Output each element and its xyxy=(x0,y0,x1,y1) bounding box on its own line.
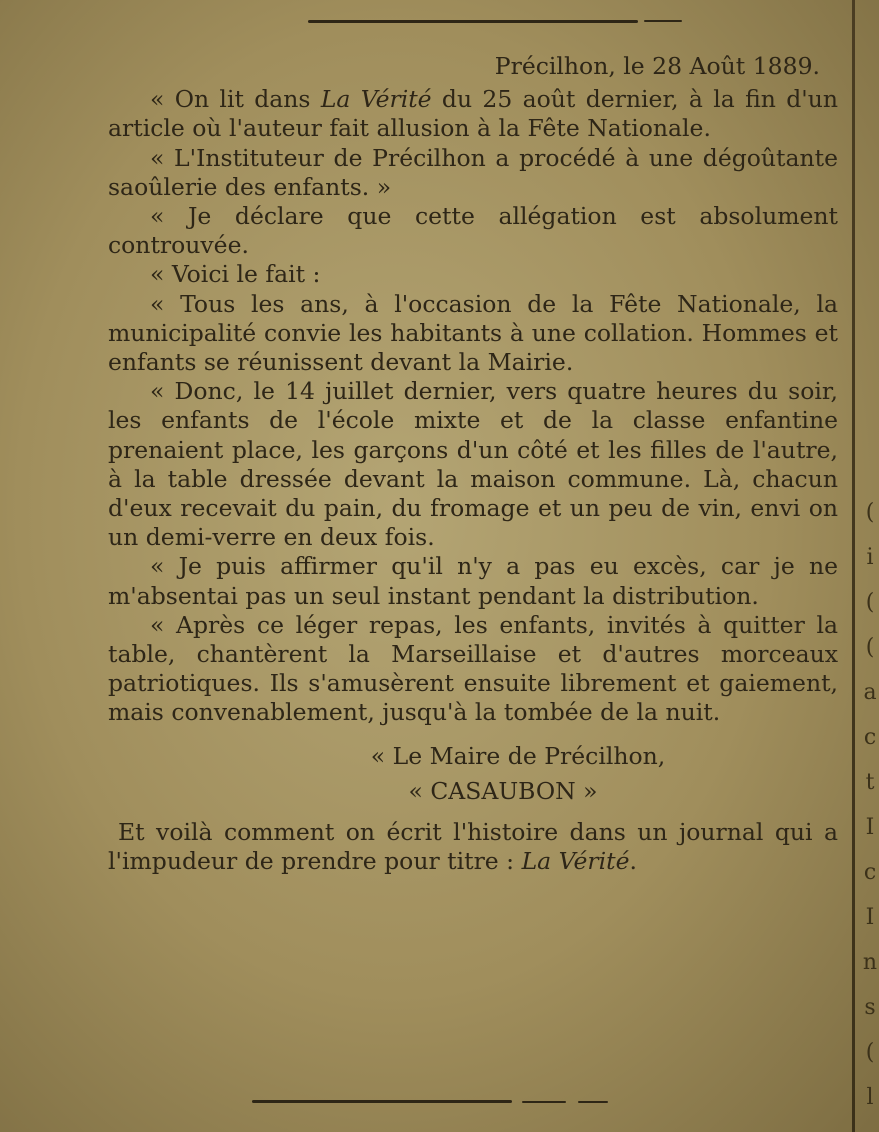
adjacent-column-fragments xyxy=(862,490,878,1120)
paragraph-collation: « Tous les ans, à l'occasion de la Fête Nationale, la municipalité convie les habitants à une collation. Hommes et enfants se réunissent devant la Mairie. xyxy=(108,289,838,377)
fragment-glyph: I xyxy=(865,905,875,930)
closing-paragraph: Et voilà comment on écrit l'histoire dans un journal qui a l'impudeur de prendre pour titre : La Vérité. xyxy=(108,818,838,876)
column-divider xyxy=(852,0,855,1132)
fragment-glyph: n xyxy=(862,950,878,975)
bottom-rule-dash xyxy=(522,1101,566,1103)
fragment-glyph: t xyxy=(865,770,875,795)
fragment-glyph: c xyxy=(863,860,877,885)
fragment-glyph: ( xyxy=(865,635,875,660)
fragment-glyph: ( xyxy=(865,500,875,525)
paragraph-quote-intro: « On lit dans La Vérité du 25 août dernier, à la fin d'un article où l'auteur fait allusion à la Fête Nationale. xyxy=(108,85,838,143)
paragraph-after-meal: « Après ce léger repas, les enfants, invités à quitter la table, chantèrent la Marseillaise et d'autres morceaux patriotiques. Ils s'amusèrent ensuite librement et gaiement, mais convenablement, jusqu'à la tombée de la nuit. xyxy=(108,610,838,727)
top-rule xyxy=(308,20,638,23)
paragraph-denial: « Je déclare que cette allégation est absolument controuvée. xyxy=(108,202,838,260)
fragment-glyph: ( xyxy=(865,590,875,615)
paragraph-quote-allegation: « L'Instituteur de Précilhon a procédé à une dégoûtante saoûlerie des enfants. » xyxy=(108,143,838,201)
fragment-glyph: a xyxy=(863,680,877,705)
bottom-rule-dash-2 xyxy=(578,1101,608,1103)
bottom-rule xyxy=(252,1100,512,1103)
paragraph-no-excess: « Je puis affirmer qu'il n'y a pas eu excès, car je ne m'absentai pas un seul instant pendant la distribution. xyxy=(108,552,838,610)
fragment-glyph: ( xyxy=(865,1040,875,1065)
dateline: Précilhon, le 28 Août 1889. xyxy=(494,52,820,80)
fragment-glyph: I xyxy=(865,815,875,840)
paragraph-voici: « Voici le fait : xyxy=(150,260,321,289)
fragment-glyph: i xyxy=(866,545,874,570)
fragment-glyph: s xyxy=(864,995,876,1020)
article-column xyxy=(108,52,838,876)
signature-name: « CASAUBON » xyxy=(408,776,598,805)
fragment-glyph: c xyxy=(863,725,877,750)
fragment-glyph: l xyxy=(866,1085,874,1110)
signature-title: « Le Maire de Précilhon, xyxy=(370,741,666,770)
paragraph-july-14: « Donc, le 14 juillet dernier, vers quatre heures du soir, les enfants de l'école mixte et de la classe enfantine prenaient place, les garçons d'un côté et les filles de l'autre, à la table dressée devant la maison commune. Là, chacun d'eux recevait du pain, du fromage et un peu de vin, envi on un demi-verre en deux fois. xyxy=(108,377,838,552)
top-rule-short xyxy=(644,20,682,22)
